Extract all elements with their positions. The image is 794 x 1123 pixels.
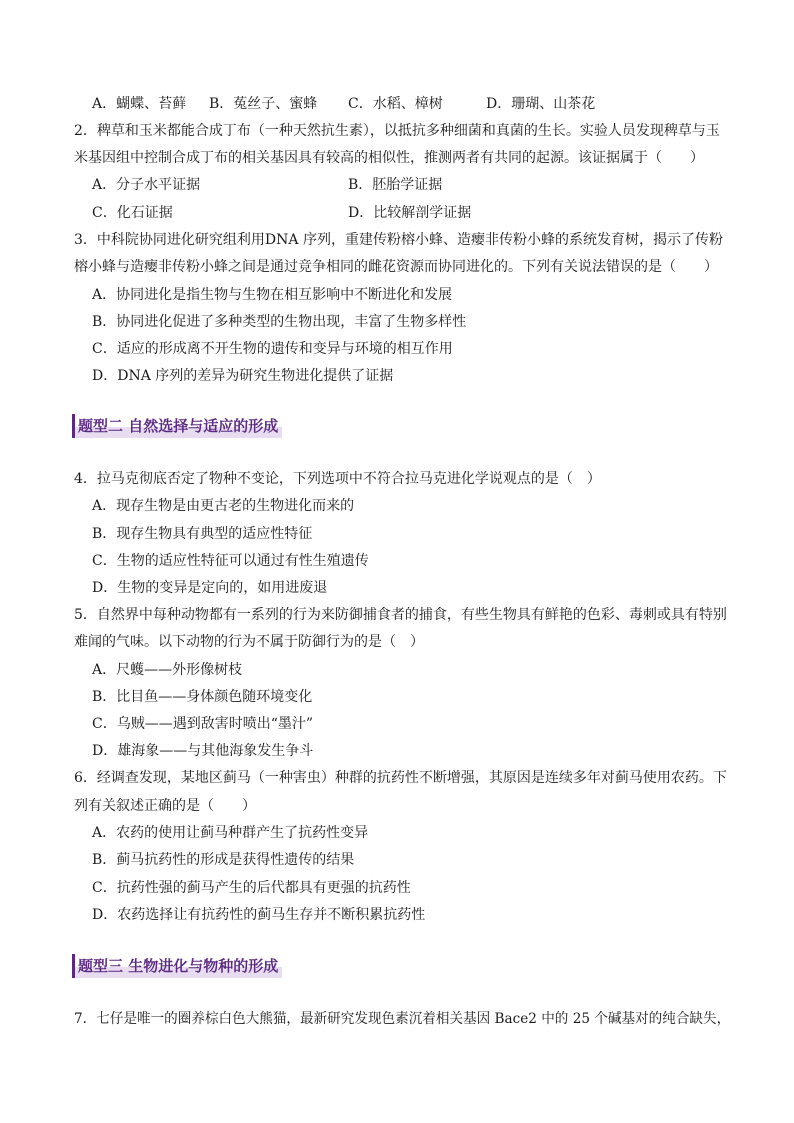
q2-option-a[interactable]: A．分子水平证据 (92, 177, 201, 193)
q6-option-d[interactable]: D．农药选择让有抗药性的蓟马生存并不断积累抗药性 (92, 907, 426, 923)
q4-option-b[interactable]: B．现存生物具有典型的适应性特征 (92, 526, 313, 542)
q3-option-a[interactable]: A．协同进化是指生物与生物在相互影响中不断进化和发展 (92, 287, 453, 303)
q1-option-a[interactable]: A．蝴蝶、苔藓 (92, 96, 187, 112)
q6-stem-line2: 列有关叙述正确的是（ ） (74, 798, 256, 814)
section-heading-3-text: 题型三 生物进化与物种的形成 (78, 957, 279, 975)
q6-option-a[interactable]: A．农药的使用让蓟马种群产生了抗药性变异 (92, 825, 369, 841)
q5-option-d[interactable]: D．雄海象——与其他海象发生争斗 (92, 743, 314, 759)
q1-option-d[interactable]: D．珊瑚、山茶花 (486, 96, 596, 112)
q2-stem-line1: 2．稗草和玉米都能合成丁布（一种天然抗生素），以抵抗多种细菌和真菌的生长。实验人员发现稗草与玉 (74, 123, 720, 139)
q3-option-d[interactable]: D．DNA 序列的差异为研究生物进化提供了证据 (92, 368, 394, 384)
q2-option-c[interactable]: C．化石证据 (92, 205, 173, 221)
q3-option-b[interactable]: B．协同进化促进了多种类型的生物出现，丰富了生物多样性 (92, 314, 467, 330)
q1-option-c[interactable]: C．水稻、樟树 (348, 96, 443, 112)
q6-option-b[interactable]: B．蓟马抗药性的形成是获得性遗传的结果 (92, 852, 355, 868)
q2-option-b[interactable]: B．胚胎学证据 (348, 177, 443, 193)
q2-stem-line2: 米基因组中控制合成丁布的相关基因具有较高的相似性，推测两者有共同的起源。该证据属于（ ） (74, 150, 704, 166)
q3-stem-line1: 3．中科院协同进化研究组利用DNA 序列，重建传粉榕小蜂、造瘿非传粉小蜂的系统发育树，揭示了传粉 (74, 232, 723, 248)
q5-option-c[interactable]: C．乌贼——遇到敌害时喷出“墨汁” (92, 716, 314, 732)
q4-option-a[interactable]: A．现存生物是由更古老的生物进化而来的 (92, 498, 355, 514)
q6-option-c[interactable]: C．抗药性强的蓟马产生的后代都具有更强的抗药性 (92, 880, 411, 896)
q3-stem-line2: 榕小蜂与造瘿非传粉小蜂之间是通过竞争相同的雌花资源而协同进化的。下列有关说法错误的是（ ） (74, 259, 718, 275)
section-heading-3 (72, 954, 282, 978)
q4-option-c[interactable]: C．生物的适应性特征可以通过有性生殖遗传 (92, 553, 369, 569)
section-heading-2 (72, 414, 282, 438)
q4-option-d[interactable]: D．生物的变异是定向的，如用进废退 (92, 580, 328, 596)
q4-stem: 4．拉马克彻底否定了物种不变论，下列选项中不符合拉马克进化学说观点的是（ ） (74, 471, 601, 487)
q5-stem-line1: 5．自然界中每种动物都有一系列的行为来防御捕食者的捕食，有些生物具有鲜艳的色彩、毒刺或具有特别 (74, 607, 727, 623)
q1-option-b[interactable]: B．菟丝子、蜜蜂 (209, 96, 318, 112)
section-heading-2-text: 题型二 自然选择与适应的形成 (78, 417, 279, 435)
q2-option-d[interactable]: D．比较解剖学证据 (348, 205, 472, 221)
q3-option-c[interactable]: C．适应的形成离不开生物的遗传和变异与环境的相互作用 (92, 341, 453, 357)
q5-option-a[interactable]: A．尺蠖——外形像树枝 (92, 662, 243, 678)
q5-stem-line2: 难闻的气味。以下动物的行为不属于防御行为的是（ ） (74, 634, 424, 650)
q7-stem-line1: 7．七仔是唯一的圈养棕白色大熊猫，最新研究发现色素沉着相关基因 Bace2 中的 25 个碱基对的纯合缺失， (74, 1011, 731, 1027)
q5-option-b[interactable]: B．比目鱼——身体颜色随环境变化 (92, 689, 313, 705)
q6-stem-line1: 6．经调查发现，某地区蓟马（一种害虫）种群的抗药性不断增强，其原因是连续多年对蓟马使用农药。下 (74, 770, 727, 786)
